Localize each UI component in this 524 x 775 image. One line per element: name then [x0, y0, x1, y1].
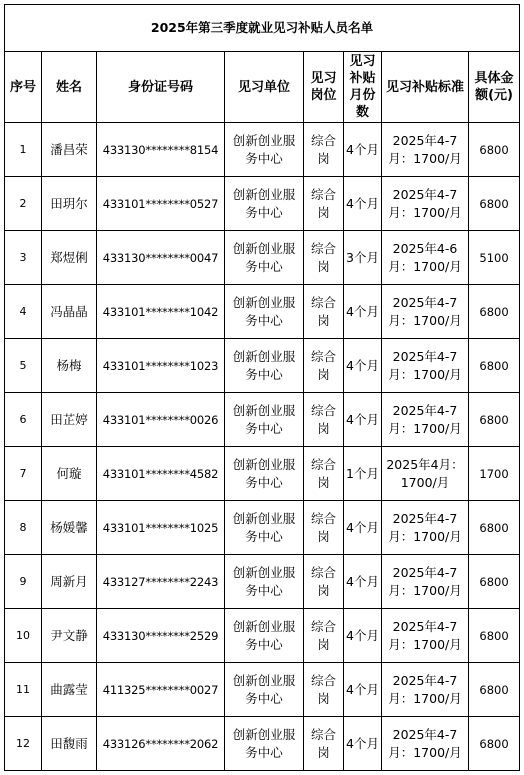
- cell-amount: 6800: [469, 339, 520, 393]
- cell-no: 2: [5, 177, 42, 231]
- cell-standard: 2025年4-6月：1700/月: [382, 231, 469, 285]
- cell-amount: 6800: [469, 123, 520, 177]
- cell-unit: 创新创业服务中心: [225, 285, 304, 339]
- cell-months: 4个月: [344, 609, 382, 663]
- cell-no: 11: [5, 663, 42, 717]
- cell-id-number: 411325********0027: [97, 663, 225, 717]
- cell-no: 8: [5, 501, 42, 555]
- header-months: 见习补贴月份数: [344, 52, 382, 123]
- cell-name: 何璇: [42, 447, 97, 501]
- cell-post: 综合岗: [304, 393, 344, 447]
- cell-unit: 创新创业服务中心: [225, 501, 304, 555]
- cell-post: 综合岗: [304, 555, 344, 609]
- cell-name: 冯晶晶: [42, 285, 97, 339]
- cell-post: 综合岗: [304, 663, 344, 717]
- table-row: [5, 177, 520, 231]
- cell-post: 综合岗: [304, 501, 344, 555]
- cell-name: 杨媛馨: [42, 501, 97, 555]
- cell-amount: 6800: [469, 177, 520, 231]
- table-row: [5, 663, 520, 717]
- cell-standard: 2025年4-7月：1700/月: [382, 555, 469, 609]
- cell-standard: 2025年4-7月：1700/月: [382, 393, 469, 447]
- cell-unit: 创新创业服务中心: [225, 231, 304, 285]
- cell-months: 4个月: [344, 663, 382, 717]
- cell-name: 周新月: [42, 555, 97, 609]
- cell-name: 郑煜俐: [42, 231, 97, 285]
- header-no: 序号: [5, 52, 42, 123]
- cell-no: 3: [5, 231, 42, 285]
- cell-standard: 2025年4-7月：1700/月: [382, 123, 469, 177]
- cell-id-number: 433101********0527: [97, 177, 225, 231]
- cell-standard: 2025年4-7月：1700/月: [382, 285, 469, 339]
- cell-post: 综合岗: [304, 231, 344, 285]
- cell-unit: 创新创业服务中心: [225, 393, 304, 447]
- cell-standard: 2025年4-7月：1700/月: [382, 663, 469, 717]
- cell-id-number: 433101********1025: [97, 501, 225, 555]
- cell-amount: 6800: [469, 555, 520, 609]
- table-row: [5, 501, 520, 555]
- cell-months: 4个月: [344, 393, 382, 447]
- cell-unit: 创新创业服务中心: [225, 717, 304, 771]
- cell-no: 4: [5, 285, 42, 339]
- cell-standard: 2025年4-7月：1700/月: [382, 339, 469, 393]
- cell-unit: 创新创业服务中心: [225, 609, 304, 663]
- cell-id-number: 433130********0047: [97, 231, 225, 285]
- cell-standard: 2025年4月：1700/月: [382, 447, 469, 501]
- cell-months: 4个月: [344, 717, 382, 771]
- cell-post: 综合岗: [304, 123, 344, 177]
- cell-amount: 6800: [469, 501, 520, 555]
- header-unit: 见习单位: [225, 52, 304, 123]
- header-id: 身份证号码: [97, 52, 225, 123]
- cell-id-number: 433127********2243: [97, 555, 225, 609]
- cell-id-number: 433130********8154: [97, 123, 225, 177]
- cell-amount: 6800: [469, 663, 520, 717]
- cell-id-number: 433101********4582: [97, 447, 225, 501]
- table-row: [5, 609, 520, 663]
- table-title: 2025年第三季度就业见习补贴人员名单: [5, 5, 520, 52]
- cell-months: 4个月: [344, 177, 382, 231]
- cell-standard: 2025年4-7月：1700/月: [382, 609, 469, 663]
- cell-months: 4个月: [344, 123, 382, 177]
- cell-name: 潘昌荣: [42, 123, 97, 177]
- header-name: 姓名: [42, 52, 97, 123]
- cell-id-number: 433101********0026: [97, 393, 225, 447]
- cell-amount: 5100: [469, 231, 520, 285]
- cell-amount: 6800: [469, 393, 520, 447]
- cell-unit: 创新创业服务中心: [225, 339, 304, 393]
- cell-no: 1: [5, 123, 42, 177]
- cell-months: 3个月: [344, 231, 382, 285]
- cell-no: 10: [5, 609, 42, 663]
- cell-standard: 2025年4-7月：1700/月: [382, 717, 469, 771]
- header-standard: 见习补贴标准: [382, 52, 469, 123]
- cell-no: 12: [5, 717, 42, 771]
- cell-id-number: 433126********2062: [97, 717, 225, 771]
- cell-name: 杨梅: [42, 339, 97, 393]
- header-amount: 具体金额(元): [469, 52, 520, 123]
- cell-post: 综合岗: [304, 285, 344, 339]
- cell-no: 9: [5, 555, 42, 609]
- cell-months: 4个月: [344, 501, 382, 555]
- cell-post: 综合岗: [304, 717, 344, 771]
- cell-amount: 6800: [469, 717, 520, 771]
- cell-unit: 创新创业服务中心: [225, 123, 304, 177]
- cell-no: 5: [5, 339, 42, 393]
- cell-months: 1个月: [344, 447, 382, 501]
- cell-amount: 6800: [469, 609, 520, 663]
- cell-unit: 创新创业服务中心: [225, 555, 304, 609]
- cell-standard: 2025年4-7月：1700/月: [382, 177, 469, 231]
- cell-post: 综合岗: [304, 339, 344, 393]
- cell-months: 4个月: [344, 555, 382, 609]
- cell-post: 综合岗: [304, 447, 344, 501]
- cell-months: 4个月: [344, 339, 382, 393]
- table-row: [5, 717, 520, 771]
- subsidy-table: [4, 4, 520, 771]
- table-row: [5, 339, 520, 393]
- cell-standard: 2025年4-7月：1700/月: [382, 501, 469, 555]
- table-row: [5, 447, 520, 501]
- cell-name: 田芷婷: [42, 393, 97, 447]
- cell-id-number: 433101********1023: [97, 339, 225, 393]
- table-row: [5, 285, 520, 339]
- cell-unit: 创新创业服务中心: [225, 447, 304, 501]
- table-row: [5, 231, 520, 285]
- cell-id-number: 433130********2529: [97, 609, 225, 663]
- cell-amount: 6800: [469, 285, 520, 339]
- cell-post: 综合岗: [304, 177, 344, 231]
- cell-amount: 1700: [469, 447, 520, 501]
- subsidy-list-document: [4, 4, 519, 771]
- cell-no: 6: [5, 393, 42, 447]
- header-post: 见习岗位: [304, 52, 344, 123]
- cell-unit: 创新创业服务中心: [225, 663, 304, 717]
- table-row: [5, 555, 520, 609]
- table-row: [5, 393, 520, 447]
- cell-name: 田玥尔: [42, 177, 97, 231]
- cell-unit: 创新创业服务中心: [225, 177, 304, 231]
- cell-name: 田馥雨: [42, 717, 97, 771]
- cell-no: 7: [5, 447, 42, 501]
- table-row: [5, 123, 520, 177]
- cell-id-number: 433101********1042: [97, 285, 225, 339]
- cell-months: 4个月: [344, 285, 382, 339]
- header-row: [5, 52, 520, 123]
- cell-post: 综合岗: [304, 609, 344, 663]
- cell-name: 尹文静: [42, 609, 97, 663]
- cell-name: 曲露莹: [42, 663, 97, 717]
